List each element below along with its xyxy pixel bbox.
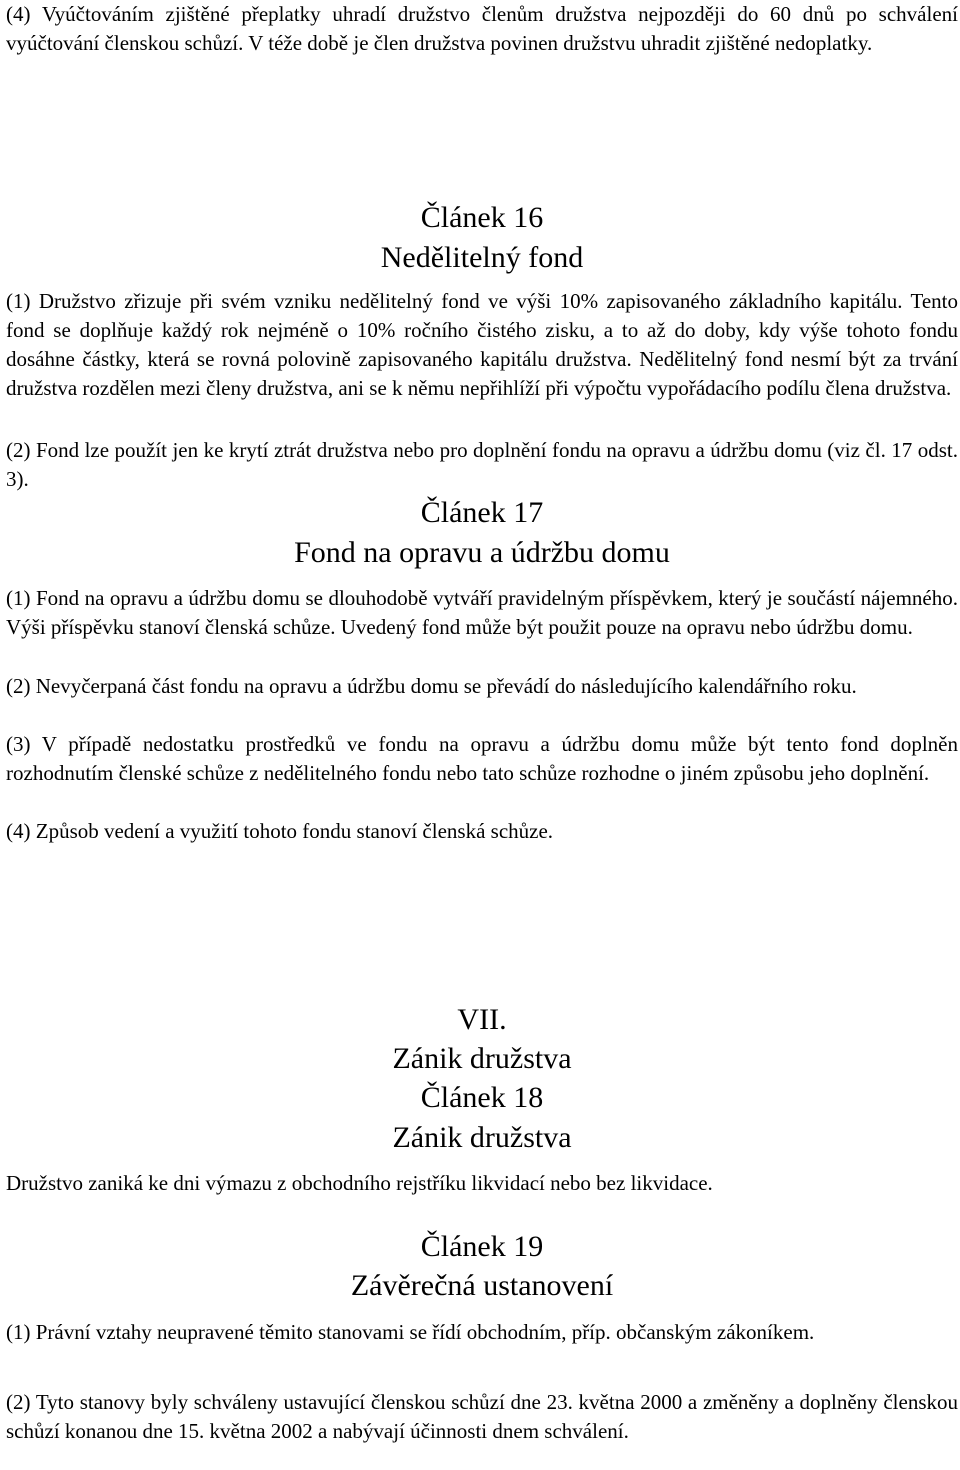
- article-16-title: Článek 16: [420, 201, 544, 234]
- article-18-title: Článek 18: [420, 1081, 544, 1114]
- article-16-paragraph-1: (1) Družstvo zřizuje při svém vzniku nedělitelný fond ve výši 10% zapisovaného základního kapitálu. Tento fond se doplňuje každý rok nejméně o 10% ročního čistého zisku, a to až do doby, kdy výše tohoto fondu dosáhne částky, která se rovná polovině zapisovaného kapitálu družstva. Nedělitelný fond nesmí být za trvání družstva rozdělen mezi členy družstva, ani se k němu nepřihlíží při výpočtu vypořádacího podílu člena družstva.: [6, 289, 958, 400]
- article-16-subtitle: Nedělitelný fond: [380, 241, 584, 274]
- article-19-paragraph-1: (1) Právní vztahy neupravené těmito stanovami se řídí obchodním, příp. občanským zákoníkem.: [6, 1320, 815, 1344]
- article-17-paragraph-3: (3) V případě nedostatku prostředků ve fondu na opravu a údržbu domu může být tento fond doplněn rozhodnutím členské schůze z nedělitelného fondu nebo tato schůze rozhodne o jiném způsobu jeho doplnění.: [6, 732, 958, 785]
- part-7-numeral: VII.: [457, 1003, 507, 1036]
- intro-paragraph-4: (4) Vyúčtováním zjištěné přeplatky uhradí družstvo členům družstva nejpozději do 60 dnů po schválení vyúčtování členskou schůzí. V téže době je člen družstva povinen družstvu uhradit zjištěné nedoplatky.: [6, 2, 958, 55]
- part-7-title: Zánik družstva: [392, 1042, 572, 1075]
- article-17-subtitle: Fond na opravu a údržbu domu: [294, 536, 670, 569]
- article-19-paragraph-2: (2) Tyto stanovy byly schváleny ustavující členskou schůzí dne 23. května 2000 a změněny a doplněny členskou schůzí konanou dne 15. května 2002 a nabývají účinnosti dnem schválení.: [6, 1390, 958, 1443]
- article-18-subtitle: Zánik družstva: [392, 1121, 572, 1154]
- article-19-title: Článek 19: [420, 1230, 544, 1263]
- article-16-paragraph-2: (2) Fond lze použít jen ke krytí ztrát družstva nebo pro doplnění fondu na opravu a údržbu domu (viz čl. 17 odst. 3).: [6, 438, 958, 491]
- article-18-paragraph-1: Družstvo zaniká ke dni výmazu z obchodního rejstříku likvidací nebo bez likvidace.: [6, 1171, 713, 1195]
- article-19-subtitle: Závěrečná ustanovení: [350, 1269, 614, 1302]
- article-17-paragraph-4: (4) Způsob vedení a využití tohoto fondu stanoví členská schůze.: [6, 819, 554, 843]
- article-17-paragraph-2: (2) Nevyčerpaná část fondu na opravu a údržbu domu se převádí do následujícího kalendářního roku.: [6, 674, 857, 698]
- article-17-paragraph-1: (1) Fond na opravu a údržbu domu se dlouhodobě vytváří pravidelným příspěvkem, který je součástí nájemného. Výši příspěvku stanoví členská schůze. Uvedený fond může být použit pouze na opravu nebo údržbu domu.: [6, 586, 958, 639]
- article-17-title: Článek 17: [420, 496, 544, 529]
